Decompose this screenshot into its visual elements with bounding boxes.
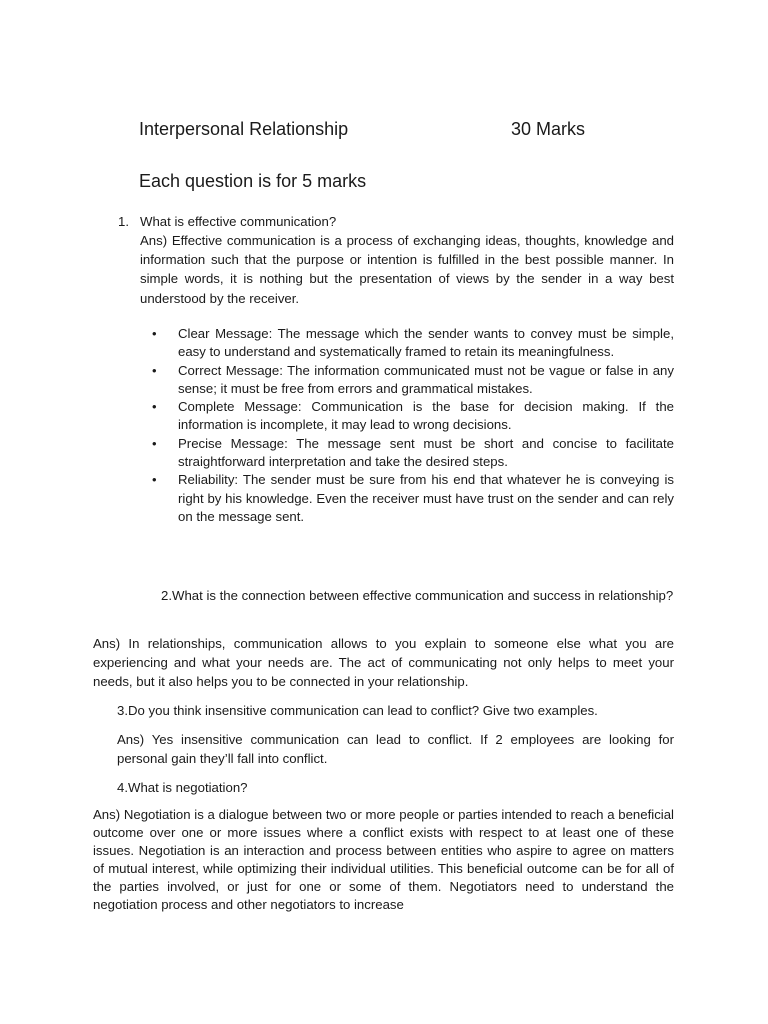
bullet-icon: • [152, 399, 157, 415]
bullet-icon: • [152, 326, 157, 341]
q4-answer: Ans) Negotiation is a dialogue between two or more people or parties intended to reach a beneficial outcome over one or more issues where a conflict exists with respect to at least one of these issues. Negotiation is an interaction and process between entities who aspire to agree on matters of mutual interest, while optimizing their individual utilities. This beneficial outcome can be for all of the parties involved, or just for one or some of them. Negotiators need to understand the negotiation process and other negotiators to increase [93, 807, 674, 913]
document-subtitle: Each question is for 5 marks [139, 171, 367, 191]
q1-question: What is effective communication? [140, 214, 337, 229]
list-item: • Complete Message: Communication is the base for decision making. If the information is incomplete, it may lead to wrong decisions. [152, 399, 674, 433]
q2-question: 2.What is the connection between effective communication and success in relationship? [161, 588, 674, 603]
list-item: • Correct Message: The information communicated must not be vague or false in any sense; it must be free from errors and grammatical mistakes. [152, 362, 674, 396]
q4-question: 4.What is negotiation? [117, 780, 248, 795]
bullet-icon: • [152, 435, 157, 451]
list-item: • Precise Message: The message sent must be short and concise to facilitate straightforward interpretation and take the desired steps. [152, 435, 674, 470]
total-marks: 30 Marks [511, 119, 586, 139]
q1-number: 1. [118, 214, 129, 229]
document-title: Interpersonal Relationship [139, 119, 349, 139]
list-item: • Reliability: The sender must be sure from his end that whatever he is conveying is right by his knowledge. Even the receiver must have trust on the sender and can rely on the message sent. [152, 472, 674, 524]
q3-question: 3.Do you think insensitive communication can lead to conflict? Give two examples. [117, 703, 598, 718]
q1-bullet-list [150, 325, 674, 526]
q1-answer: Ans) Effective communication is a process of exchanging ideas, thoughts, knowledge and information such that the purpose or intention is fulfilled in the best possible manner. In simple words, it is nothing but the presentation of views by the sender in a way best understood by the receiver. [140, 233, 674, 306]
list-item: • Clear Message: The message which the sender wants to convey must be simple, easy to understand and systematically framed to retain its meaningfulness. [152, 326, 674, 360]
q2-answer: Ans) In relationships, communication allows to you explain to someone else what you are experiencing and what your needs are. The act of communicating not only helps to meet your needs, but it also helps you to be connected in your relationship. [93, 636, 674, 690]
bullet-icon: • [152, 472, 157, 488]
bullet-icon: • [152, 362, 157, 378]
q3-answer: Ans) Yes insensitive communication can lead to conflict. If 2 employees are looking for personal gain they’ll fall into conflict. [117, 732, 674, 767]
